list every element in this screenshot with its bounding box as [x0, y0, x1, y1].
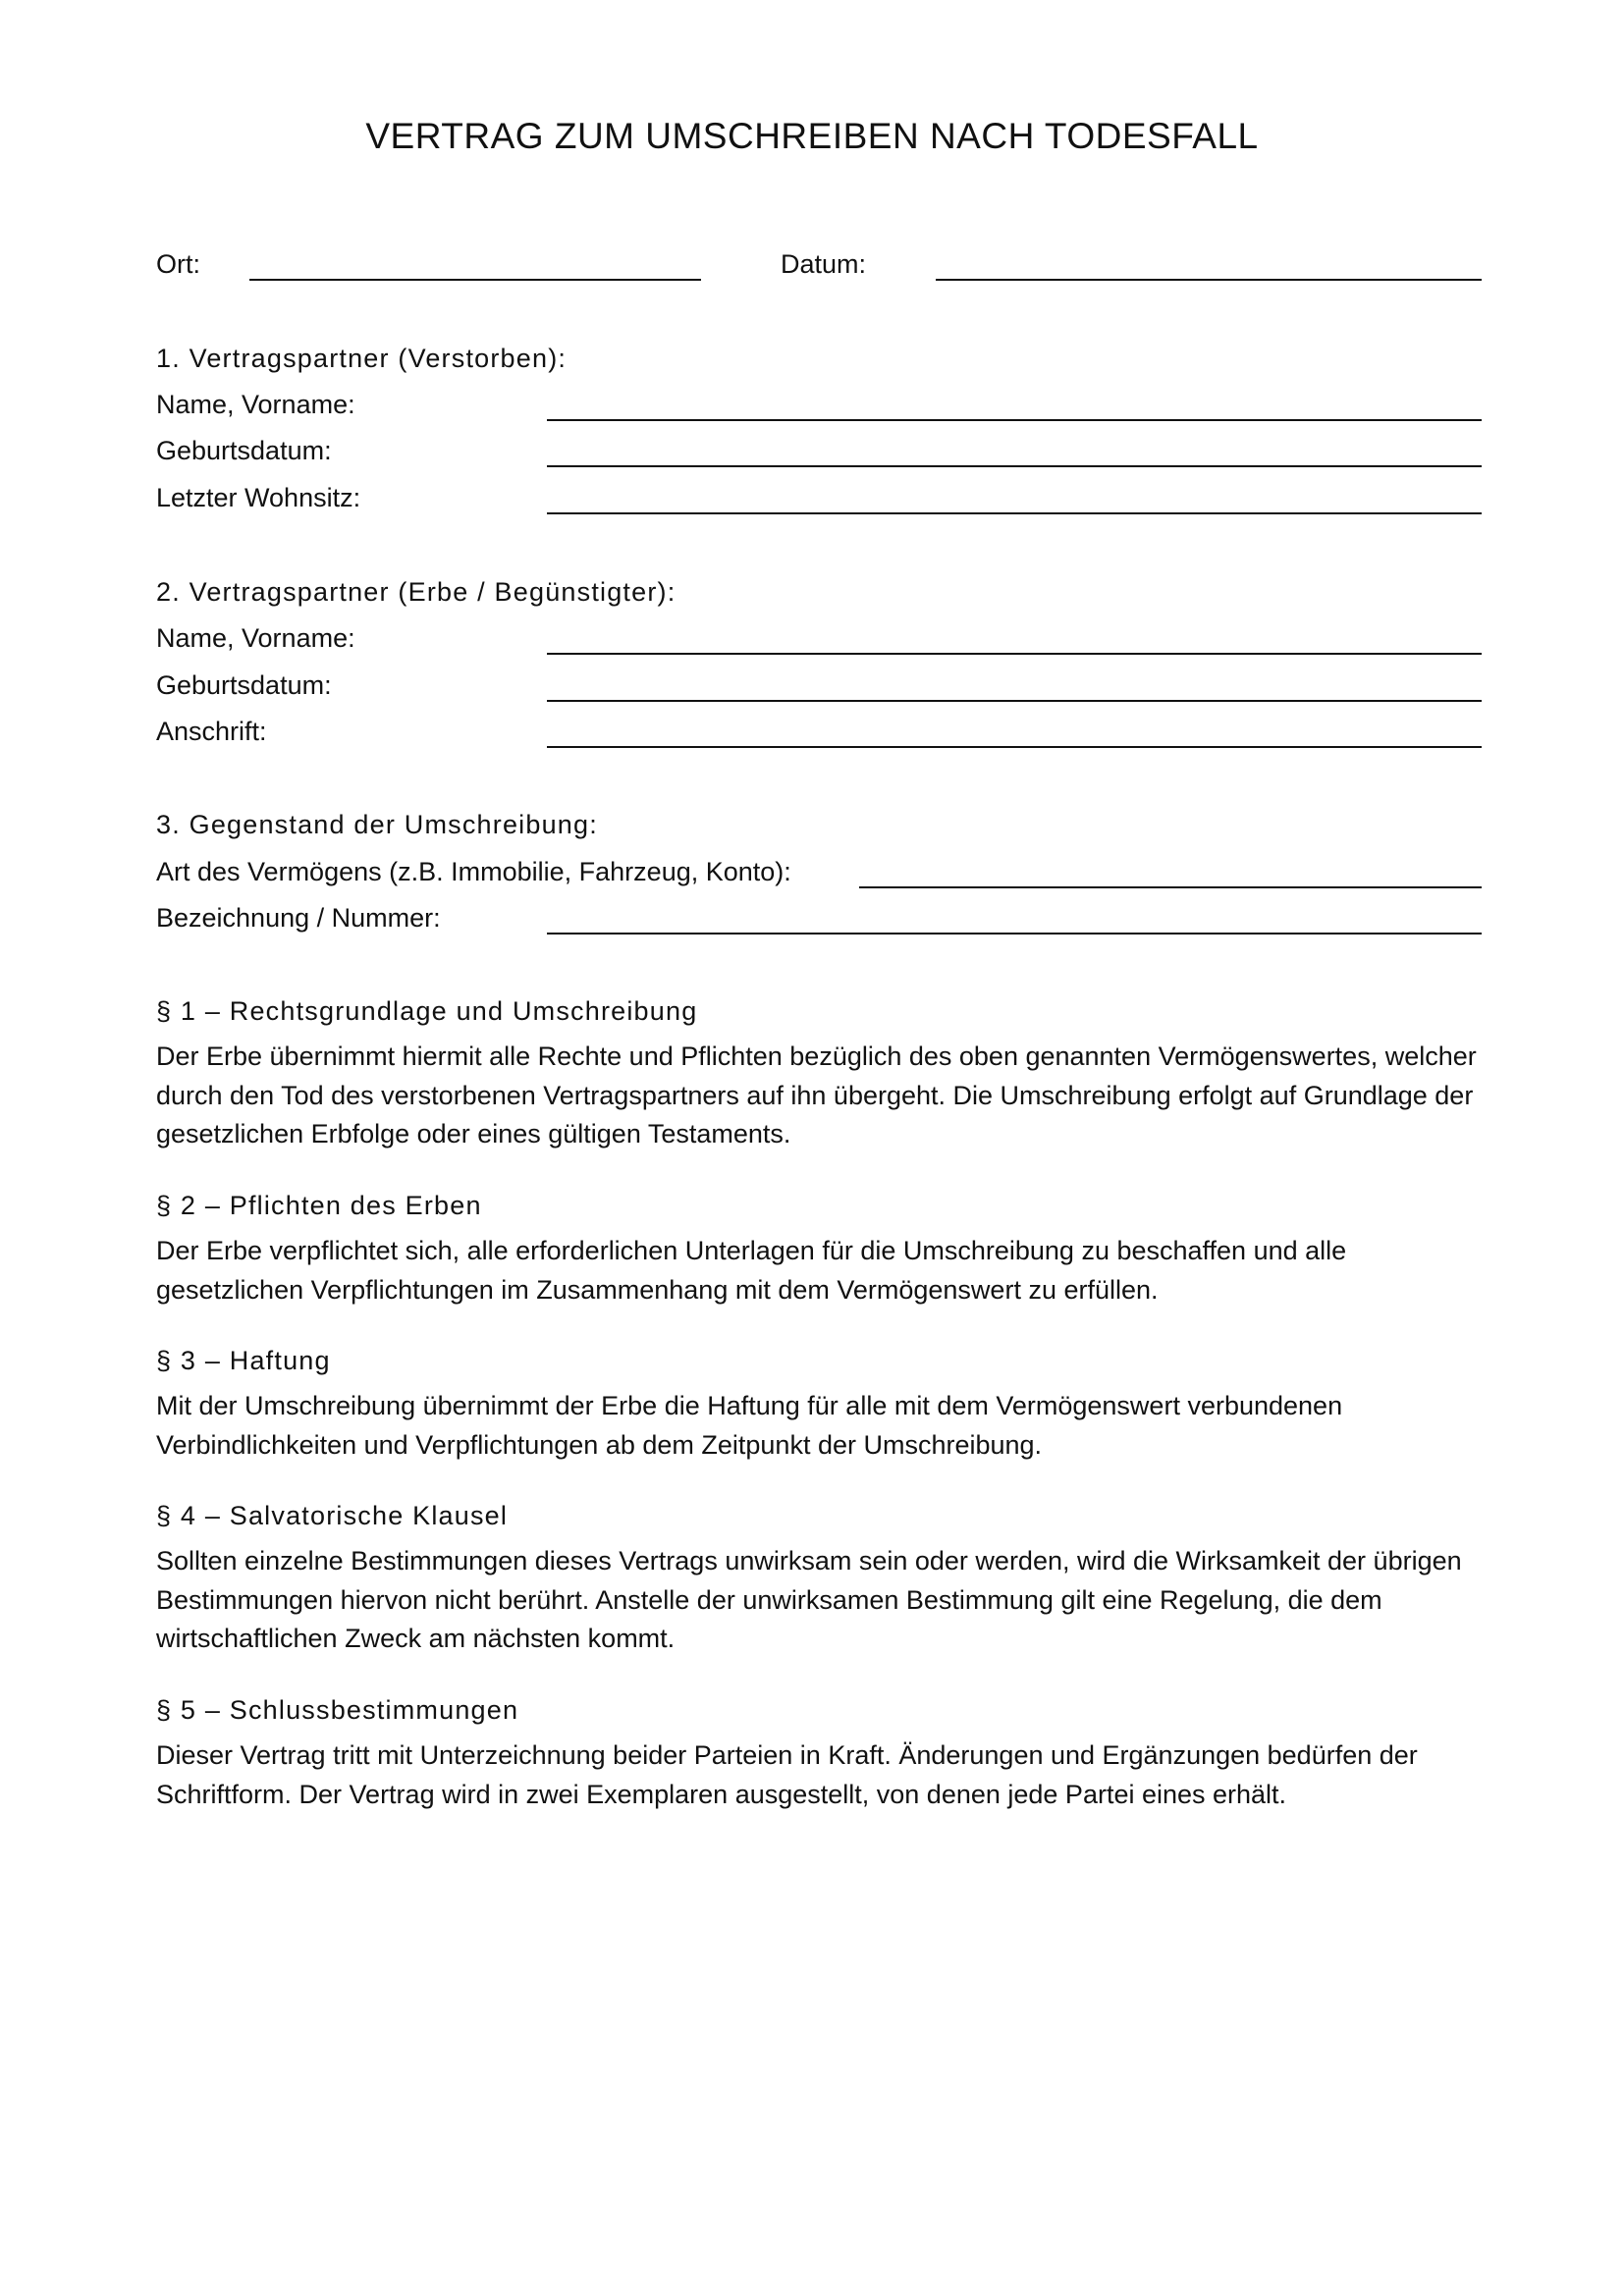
party1-name-label: Name, Vorname:	[156, 390, 355, 419]
clause-1-text: Der Erbe übernimmt hiermit alle Rechte und Pflichten bezüglich des oben genannten Vermögenswertes, welcher durch den Tod des verstorbenen Vertragspartners auf ihn übergeht. Die Umschreibung erfolgt auf Grundlage der gesetzlichen Erbfolge oder eines gültigen Testaments.	[156, 1041, 1477, 1148]
party1-birthdate-label: Geburtsdatum:	[156, 436, 332, 465]
place-label: Ort:	[156, 249, 200, 279]
party1-birthdate-field-line[interactable]	[547, 465, 1482, 467]
date-label: Datum:	[781, 249, 867, 279]
designation-label: Bezeichnung / Nummer:	[156, 903, 441, 933]
party2-address-field-line[interactable]	[547, 746, 1482, 748]
clause-3-heading: § 3 – Haftung	[156, 1346, 331, 1375]
clause-4-text: Sollten einzelne Bestimmungen dieses Vertrags unwirksam sein oder werden, wird die Wirksamkeit der übrigen Bestimmungen hiervon nicht berührt. Anstelle der unwirksamen Bestimmung gilt eine Regelung, die dem wirtschaftlichen Zweck am nächsten kommt.	[156, 1546, 1462, 1653]
party2-name-field-line[interactable]	[547, 653, 1482, 655]
designation-field-line[interactable]	[547, 933, 1482, 934]
party2-address-label: Anschrift:	[156, 717, 267, 746]
place-field-line[interactable]	[249, 279, 701, 281]
party1-heading: 1. Vertragspartner (Verstorben):	[156, 344, 568, 373]
party2-name-label: Name, Vorname:	[156, 623, 355, 653]
asset-type-field-line[interactable]	[859, 886, 1482, 888]
party2-birthdate-field-line[interactable]	[547, 700, 1482, 702]
asset-type-label: Art des Vermögens (z.B. Immobilie, Fahrzeug, Konto):	[156, 857, 791, 886]
party2-birthdate-label: Geburtsdatum:	[156, 670, 332, 700]
clause-2-text: Der Erbe verpflichtet sich, alle erforderlichen Unterlagen für die Umschreibung zu beschaffen und alle gesetzlichen Verpflichtungen im Zusammenhang mit dem Vermögenswert zu erfüllen.	[156, 1236, 1347, 1305]
party2-heading: 2. Vertragspartner (Erbe / Begünstigter):	[156, 577, 677, 607]
clause-3-text: Mit der Umschreibung übernimmt der Erbe die Haftung für alle mit dem Vermögenswert verbundenen Verbindlichkeiten und Verpflichtungen ab dem Zeitpunkt der Umschreibung.	[156, 1391, 1343, 1460]
party1-residence-field-line[interactable]	[547, 512, 1482, 514]
clause-4-heading: § 4 – Salvatorische Klausel	[156, 1501, 509, 1530]
party1-name-field-line[interactable]	[547, 419, 1482, 421]
clause-5-heading: § 5 – Schlussbestimmungen	[156, 1695, 519, 1725]
date-field-line[interactable]	[936, 279, 1482, 281]
clause-5-text: Dieser Vertrag tritt mit Unterzeichnung beider Parteien in Kraft. Änderungen und Ergänzungen bedürfen der Schriftform. Der Vertrag wird in zwei Exemplaren ausgestellt, von denen jede Partei eines erhält.	[156, 1740, 1418, 1809]
subject-heading: 3. Gegenstand der Umschreibung:	[156, 810, 598, 839]
clause-2-heading: § 2 – Pflichten des Erben	[156, 1191, 482, 1220]
clause-1-heading: § 1 – Rechtsgrundlage und Umschreibung	[156, 996, 698, 1026]
party1-residence-label: Letzter Wohnsitz:	[156, 483, 361, 512]
document-title: VERTRAG ZUM UMSCHREIBEN NACH TODESFALL	[365, 116, 1259, 156]
